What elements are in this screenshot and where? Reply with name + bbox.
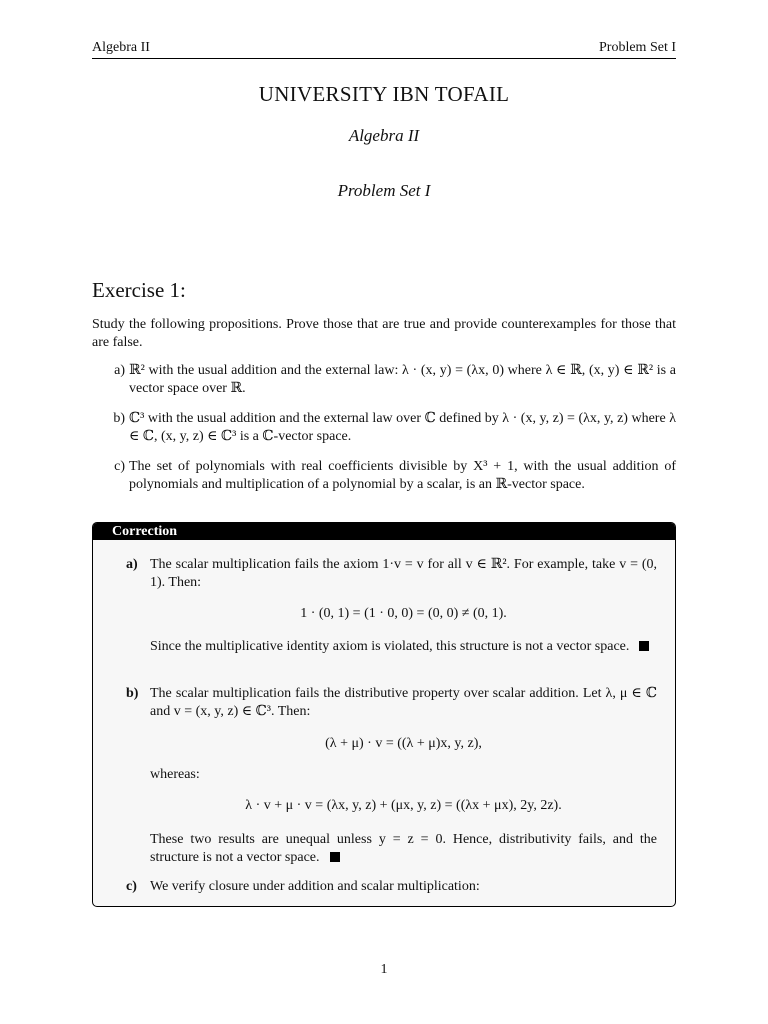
proposition-a — [92, 362, 676, 398]
correction-label: b) — [126, 686, 139, 701]
exercise-intro: Study the following propositions. Prove those that are true and provide counterexamples for those that are false. — [92, 317, 676, 350]
proposition-b — [92, 410, 676, 446]
correction-box — [92, 522, 676, 907]
proposition-text: The set of polynomials with real coefficients divisible by X³ + 1, with the usual addition of polynomials and multiplication of a polynomial by a scalar, is an ℝ-vector space. — [129, 459, 676, 492]
correction-b-equation-2: λ · v + μ · v = (λx, y, z) + (μx, y, z) = ((λx + μx), 2y, 2z). — [245, 798, 562, 813]
qed-square-icon — [330, 852, 340, 862]
proposition-text: ℂ³ with the usual addition and the external law over ℂ defined by λ · (x, y, z) = (λx, y, z) where λ ∈ ℂ, (x, y, z) ∈ ℂ³ is a ℂ-vector space. — [129, 411, 676, 444]
correction-label: c) — [126, 879, 137, 894]
proposition-label: b) — [113, 411, 125, 426]
proposition-label: a) — [114, 363, 125, 378]
correction-label: a) — [126, 557, 138, 572]
header-course: Algebra II — [92, 40, 150, 55]
correction-b-equation-1: (λ + μ) · v = ((λ + μ)x, y, z), — [325, 736, 482, 751]
page-number: 1 — [380, 962, 388, 977]
proposition-label: c) — [114, 459, 125, 474]
running-header — [92, 40, 676, 59]
correction-c-text: We verify closure under addition and scalar multiplication: — [150, 879, 480, 894]
course-title: Algebra II — [348, 126, 420, 145]
proposition-c — [92, 458, 676, 494]
header-problem-set: Problem Set I — [599, 40, 676, 55]
qed-square-icon — [639, 641, 649, 651]
correction-a-conclusion: Since the multiplicative identity axiom is violated, this structure is not a vector space. — [150, 639, 630, 654]
correction-b-whereas: whereas: — [150, 767, 200, 782]
problem-set-title: Problem Set I — [337, 181, 431, 200]
correction-heading: Correction — [93, 523, 675, 540]
university-title: UNIVERSITY IBN TOFAIL — [258, 82, 510, 106]
correction-b-conclusion: These two results are unequal unless y = z = 0. Hence, distributivity fails, and the structure is not a vector space. — [150, 832, 657, 865]
correction-b-text: The scalar multiplication fails the distributive property over scalar addition. Let λ, μ ∈ ℂ and v = (x, y, z) ∈ ℂ³. Then: — [150, 686, 657, 719]
proposition-text: ℝ² with the usual addition and the external law: λ · (x, y) = (λx, 0) where λ ∈ ℝ, (x, y) ∈ ℝ² is a vector space over ℝ. — [129, 363, 676, 396]
correction-a-equation: 1 · (0, 1) = (1 · 0, 0) = (0, 0) ≠ (0, 1). — [300, 606, 507, 621]
exercise-heading: Exercise 1: — [92, 278, 186, 302]
correction-a-text: The scalar multiplication fails the axiom 1·v = v for all v ∈ ℝ². For example, take v = (0, 1). Then: — [150, 557, 657, 590]
